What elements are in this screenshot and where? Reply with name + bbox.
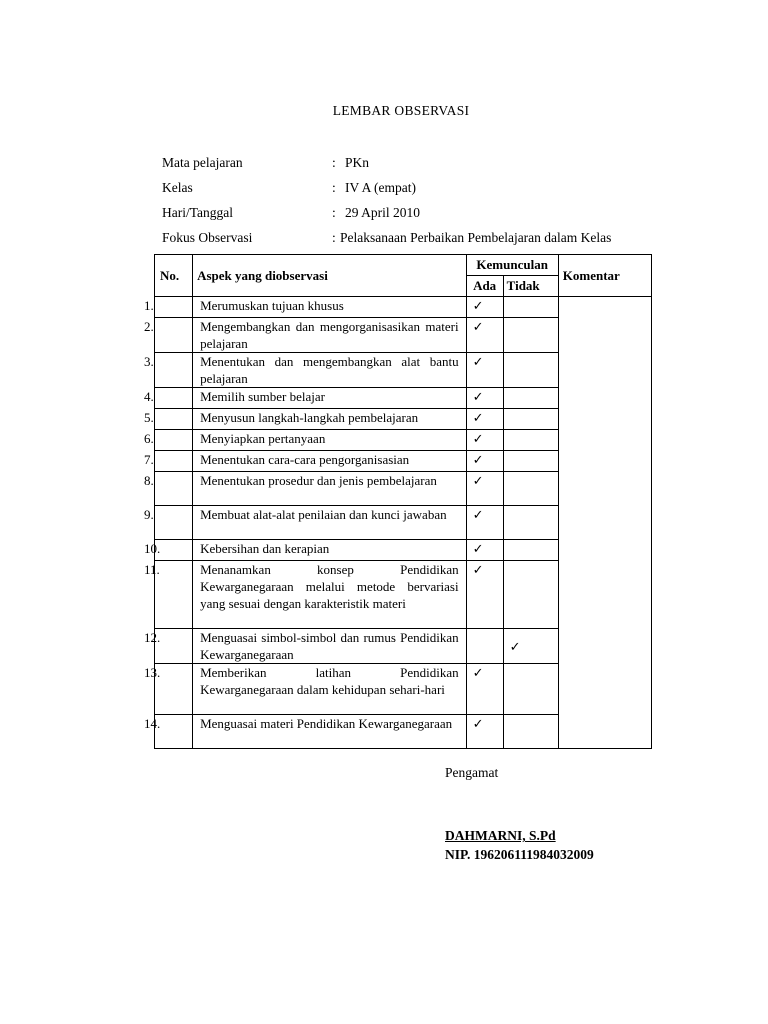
ada-cell (466, 353, 503, 388)
check-icon: ✓ (472, 507, 484, 522)
aspek-text: Menguasai materi Pendidikan Kewarganegaraan (193, 715, 467, 749)
ada-cell (466, 540, 503, 561)
check-icon: ✓ (472, 431, 484, 446)
check-icon: ✓ (472, 452, 484, 467)
row-number: 1. (144, 298, 154, 313)
ada-cell (466, 506, 503, 540)
aspek-text: Menyusun langkah-langkah pembelajaran (193, 409, 467, 430)
row-number-cell (144, 430, 193, 451)
row-number: 5. (144, 410, 154, 425)
header-kemunculan: Kemunculan (466, 255, 558, 276)
aspek-text: Menguasai simbol-simbol dan rumus Pendidikan Kewarganegaraan (193, 629, 467, 664)
row-number-cell (144, 561, 193, 629)
row-number: 4. (144, 389, 154, 404)
row-number-cell (144, 540, 193, 561)
aspek-text: Menentukan prosedur dan jenis pembelajaran (193, 472, 467, 506)
check-icon: ✓ (472, 665, 484, 680)
row-number: 14. (144, 716, 161, 731)
aspek-text: Memberikan latihan Pendidikan Kewarganegaraan dalam kehidupan sehari-hari (193, 664, 467, 715)
header-ada: Ada (466, 276, 503, 297)
check-icon: ✓ (472, 562, 484, 577)
tidak-cell (503, 388, 558, 409)
observation-table (144, 254, 652, 749)
row-number-cell (144, 629, 193, 664)
check-icon: ✓ (472, 319, 484, 334)
document-title: LEMBAR OBSERVASI (332, 103, 470, 118)
info-colon: : (332, 155, 336, 170)
check-icon: ✓ (472, 541, 484, 556)
table-row (155, 297, 652, 318)
tidak-cell (503, 409, 558, 430)
tidak-cell (503, 318, 558, 353)
signature-name: DAHMARNI, S.Pd (445, 828, 556, 843)
info-value: Pelaksanaan Perbaikan Pembelajaran dalam Kelas (340, 230, 612, 245)
check-icon: ✓ (472, 716, 484, 731)
ada-cell (466, 472, 503, 506)
signature-nip: NIP. 196206111984032009 (445, 847, 594, 862)
header-no: No. (155, 255, 193, 297)
tidak-cell (503, 540, 558, 561)
row-number: 10. (144, 541, 161, 556)
row-number: 9. (144, 507, 154, 522)
info-colon: : (332, 180, 336, 195)
ada-cell (466, 715, 503, 749)
aspek-text: Kebersihan dan kerapian (193, 540, 467, 561)
row-number: 6. (144, 431, 154, 446)
ada-cell (466, 561, 503, 629)
row-number-cell (144, 388, 193, 409)
ada-cell (466, 430, 503, 451)
tidak-cell (503, 664, 558, 715)
info-label: Hari/Tanggal (162, 205, 234, 220)
ada-cell (466, 388, 503, 409)
row-number-cell (144, 715, 193, 749)
aspek-text: Membuat alat-alat penilaian dan kunci jawaban (193, 506, 467, 540)
tidak-cell (503, 297, 558, 318)
row-number: 13. (144, 665, 161, 680)
aspek-text: Memilih sumber belajar (193, 388, 467, 409)
tidak-cell (503, 715, 558, 749)
ada-cell (466, 451, 503, 472)
tidak-cell (503, 353, 558, 388)
komentar-cell (558, 297, 651, 749)
tidak-cell (503, 506, 558, 540)
header-tidak: Tidak (503, 276, 558, 297)
tidak-cell (503, 629, 558, 664)
info-label: Fokus Observasi (162, 230, 253, 245)
info-value: PKn (345, 155, 370, 170)
row-number-cell (144, 318, 193, 353)
row-number: 7. (144, 452, 154, 467)
row-number: 3. (144, 354, 154, 369)
check-icon: ✓ (472, 298, 484, 313)
row-number: 11. (144, 562, 160, 577)
aspek-text: Menentukan cara-cara pengorganisasian (193, 451, 467, 472)
check-icon: ✓ (509, 638, 521, 654)
check-icon: ✓ (472, 410, 484, 425)
row-number-cell (144, 506, 193, 540)
aspek-text: Menentukan dan mengembangkan alat bantu pelajaran (193, 353, 467, 388)
tidak-cell (503, 430, 558, 451)
aspek-text: Menanamkan konsep Pendidikan Kewarganegaraan melalui metode bervariasi yang sesuai dengan karakteristik materi (193, 561, 467, 629)
ada-cell (466, 297, 503, 318)
ada-cell (466, 409, 503, 430)
aspek-text: Menyiapkan pertanyaan (193, 430, 467, 451)
header-komentar: Komentar (558, 255, 651, 297)
row-number: 2. (144, 319, 154, 334)
row-number: 12. (144, 630, 161, 645)
info-label: Kelas (162, 180, 193, 195)
signature-role: Pengamat (445, 765, 499, 780)
row-number-cell (144, 409, 193, 430)
info-value: IV A (empat) (345, 180, 416, 195)
info-colon: : (332, 205, 336, 220)
tidak-cell (503, 472, 558, 506)
row-number-cell (144, 664, 193, 715)
row-number-cell (144, 353, 193, 388)
info-label: Mata pelajaran (162, 155, 243, 170)
tidak-cell (503, 561, 558, 629)
row-number-cell (144, 297, 193, 318)
ada-cell (466, 664, 503, 715)
header-aspek: Aspek yang diobservasi (193, 255, 467, 297)
table-body (144, 297, 652, 749)
check-icon: ✓ (472, 473, 484, 488)
row-number-cell (144, 472, 193, 506)
aspek-text: Merumuskan tujuan khusus (193, 297, 467, 318)
check-icon: ✓ (472, 389, 484, 404)
row-number: 8. (144, 473, 154, 488)
check-icon: ✓ (472, 354, 484, 369)
aspek-text: Mengembangkan dan mengorganisasikan materi pelajaran (193, 318, 467, 353)
row-number-cell (144, 451, 193, 472)
info-value: 29 April 2010 (345, 205, 421, 220)
tidak-cell (503, 451, 558, 472)
ada-cell (466, 629, 503, 664)
info-colon: : (332, 230, 336, 245)
ada-cell (466, 318, 503, 353)
